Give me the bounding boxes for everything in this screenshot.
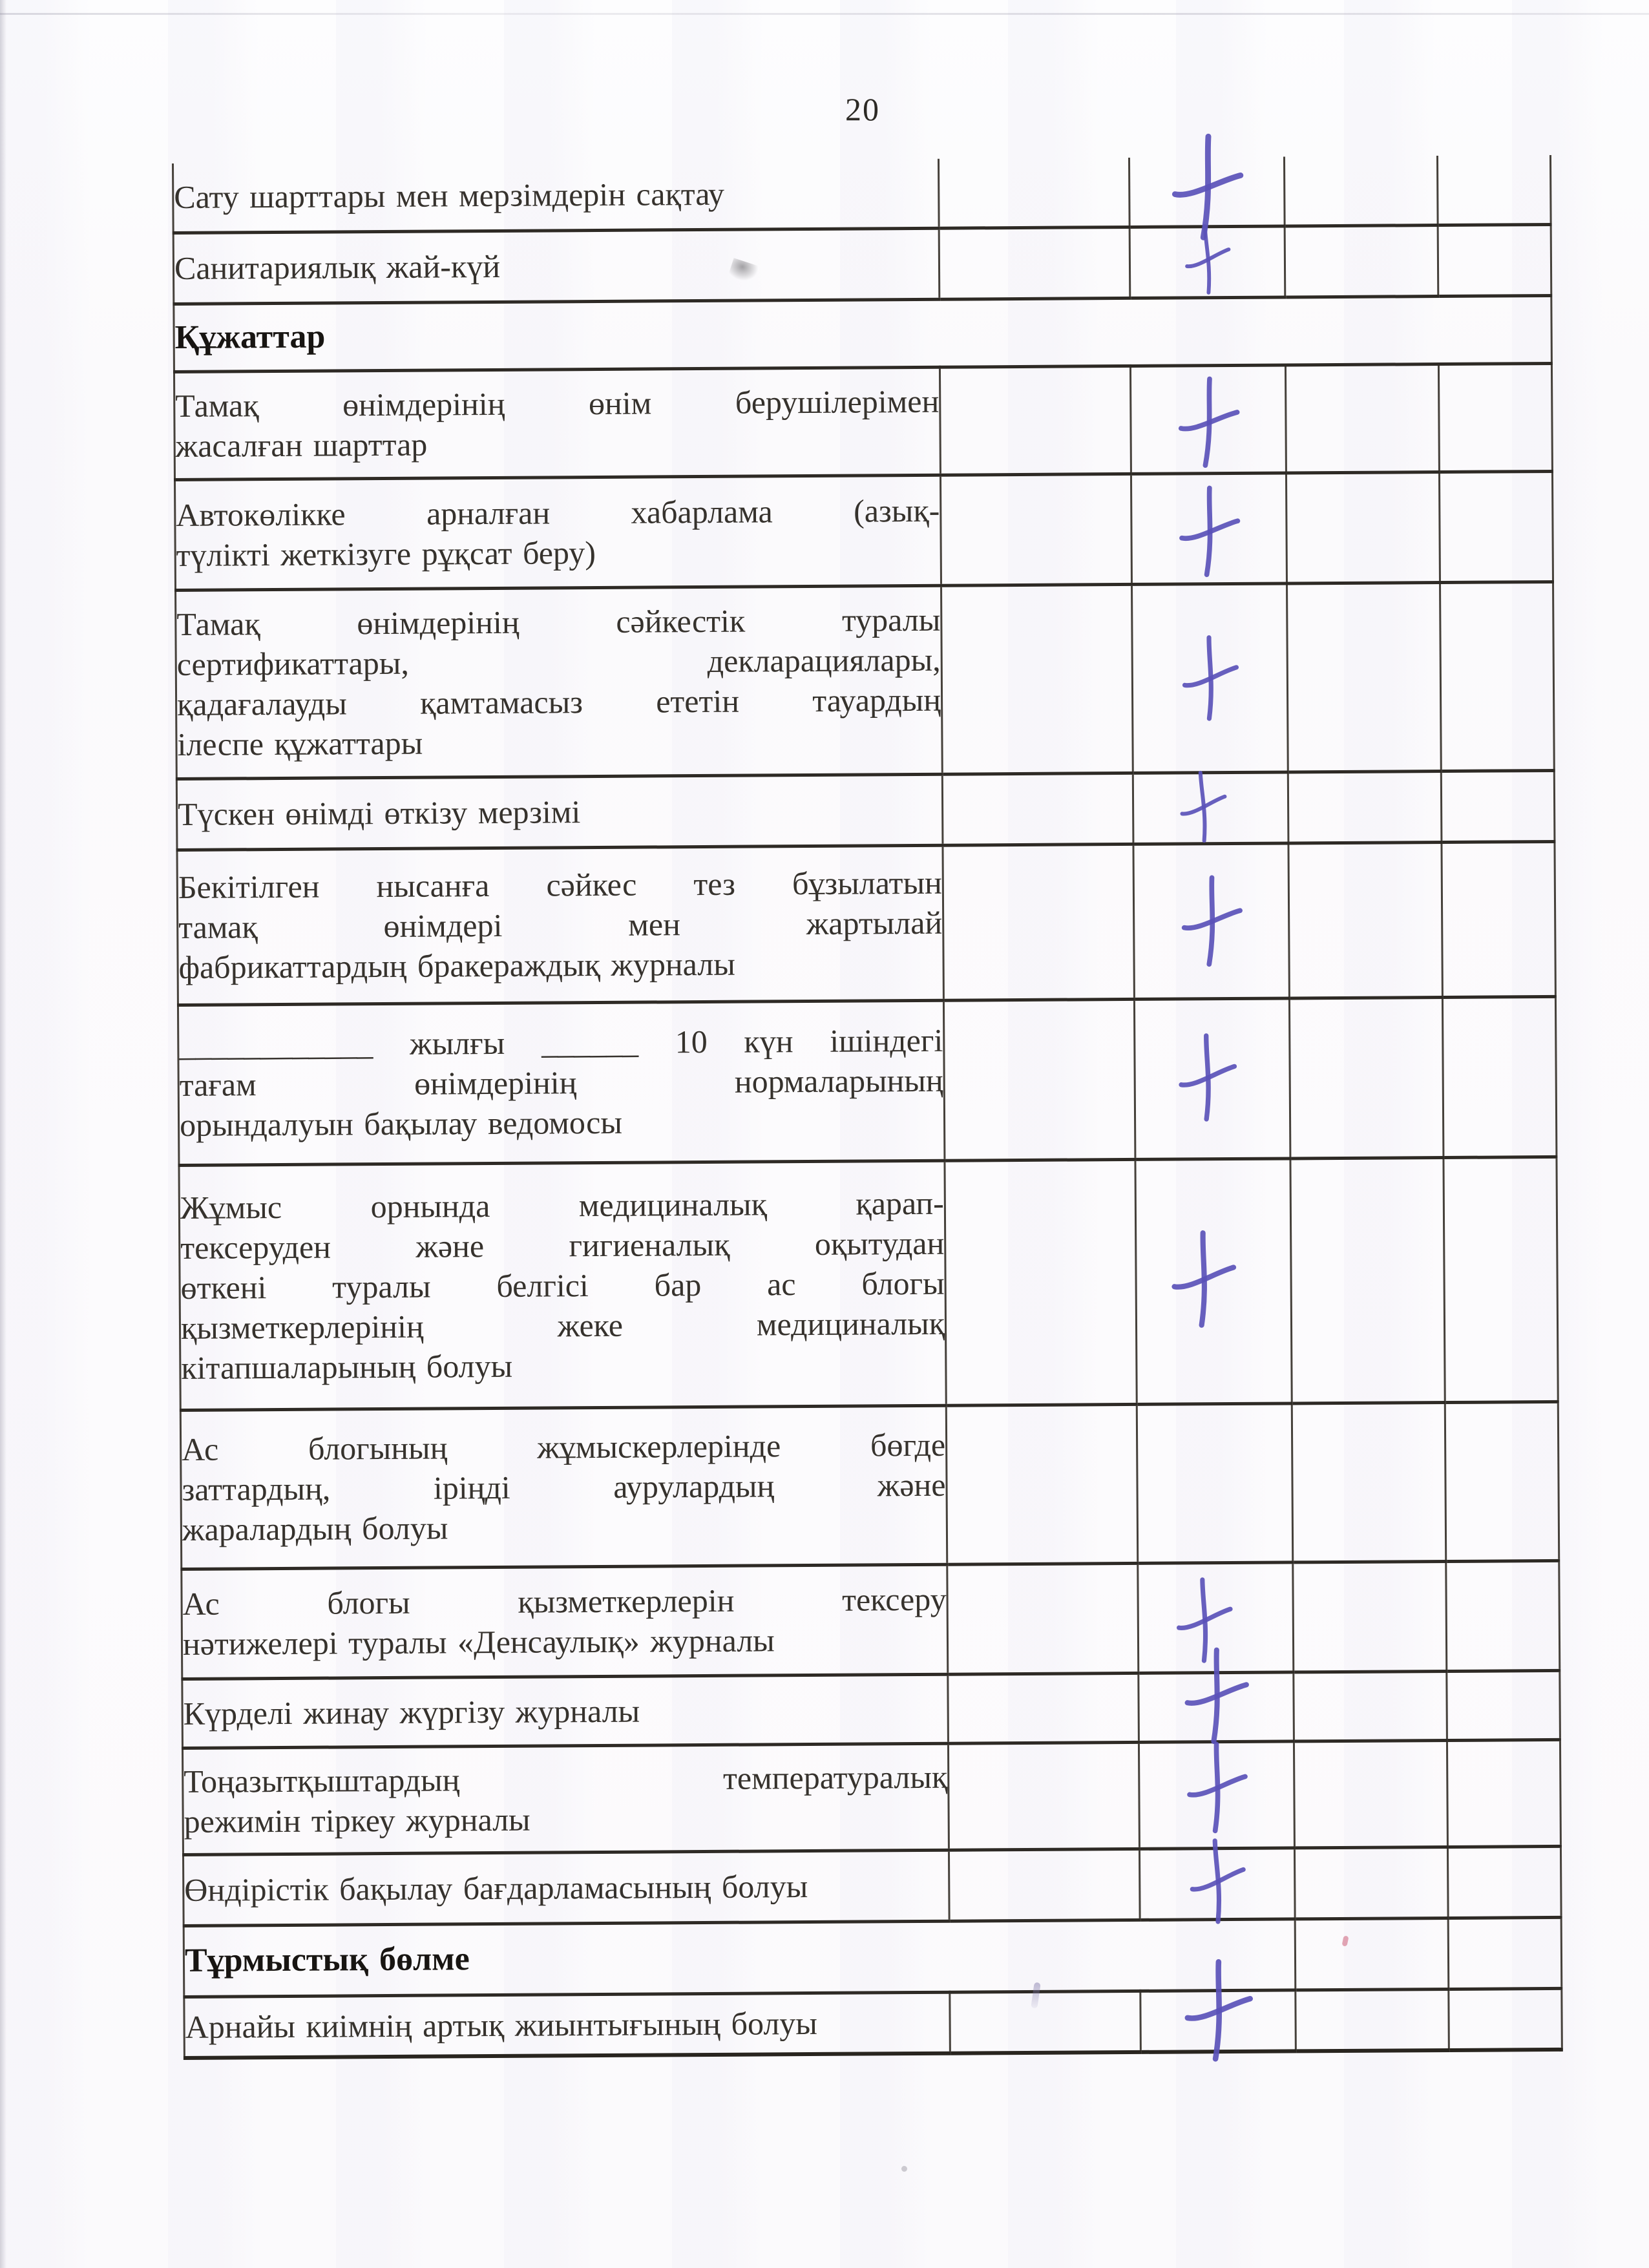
- empty-cell: [943, 844, 1134, 1000]
- plus-mark-icon: [1170, 480, 1247, 582]
- empty-cell: [946, 1404, 1137, 1564]
- table-row: [179, 1157, 1558, 1410]
- empty-cell: [1296, 1989, 1449, 2051]
- label-line: Санитариялық жай-күй: [174, 247, 501, 286]
- row-label: [174, 367, 940, 479]
- plus-mark-icon: [1170, 764, 1236, 848]
- table-row: [178, 996, 1556, 1165]
- check-cell: [1132, 583, 1288, 772]
- label-line: түлікті жеткізуге рұқсат беру): [176, 534, 596, 573]
- check-cell: [1139, 1672, 1294, 1741]
- row-label: [176, 585, 943, 779]
- empty-cell: [1449, 1988, 1562, 2050]
- empty-cell: [1446, 1560, 1560, 1671]
- empty-cell: [943, 999, 1135, 1160]
- empty-cell: [942, 773, 1133, 845]
- empty-cell: [1284, 156, 1438, 226]
- row-label: [173, 159, 939, 233]
- label-line: тағам өнімдерінің нормаларының: [179, 1062, 943, 1103]
- section-label: [184, 1918, 1296, 1997]
- section-label: [174, 295, 1552, 372]
- empty-cell: [1285, 364, 1439, 472]
- table-row: [173, 224, 1551, 304]
- empty-cell: [1288, 771, 1442, 843]
- label-line: Түскен өнімді өткізу мерзімі: [177, 793, 581, 832]
- page-edge-line: [0, 13, 1649, 15]
- label-line: заттардың, іріңді аурулардың және: [182, 1466, 946, 1507]
- check-cell: [1137, 1403, 1292, 1562]
- empty-cell: [1438, 363, 1552, 472]
- check-cell: [1129, 226, 1285, 297]
- plus-mark-icon: [1173, 870, 1250, 972]
- empty-cell: [948, 1673, 1139, 1743]
- table-row: [173, 155, 1551, 233]
- check-cell: [1130, 364, 1286, 473]
- empty-cell: [1440, 582, 1554, 771]
- label-line: кітапшаларының болуы: [181, 1347, 513, 1386]
- label-line: Өндірістік бақылау бағдарламасының болуы: [184, 1868, 808, 1908]
- row-label: [180, 1405, 947, 1569]
- plus-mark-icon: [1175, 218, 1240, 300]
- label-line: Бекітілген нысанға сәйкес тез бұзылатын: [178, 864, 942, 905]
- check-cell: [1133, 772, 1288, 843]
- label-line: өткені туралы белгісі бар ас блогы: [180, 1265, 945, 1306]
- empty-cell: [1294, 1671, 1447, 1741]
- empty-cell: [948, 1742, 1139, 1850]
- label-line: тексеруден және гигиеналық оқытудан: [180, 1224, 945, 1266]
- empty-cell: [1442, 996, 1557, 1157]
- empty-cell: [1447, 1739, 1560, 1847]
- empty-cell: [1442, 841, 1555, 997]
- table-row: [182, 1560, 1560, 1679]
- table-row: [176, 582, 1555, 779]
- table-row: [174, 363, 1552, 479]
- row-label: [184, 1992, 951, 2058]
- section-row: [174, 295, 1552, 372]
- table-row: [184, 1988, 1562, 2058]
- empty-cell: [945, 1159, 1137, 1405]
- check-cell: [1140, 1990, 1296, 2052]
- label-line: ілеспе құжаттары: [177, 724, 423, 762]
- empty-cell: [1293, 1561, 1447, 1672]
- row-label: [173, 228, 940, 304]
- section-row: [184, 1917, 1562, 1997]
- label-line: Автокөлікке арналған хабарлама (азық-: [176, 492, 940, 533]
- label-line: ____________ жылғы ______ 10 күн ішіндегі: [179, 1022, 943, 1063]
- empty-cell: [1438, 224, 1551, 296]
- empty-cell: [940, 366, 1131, 475]
- label-line: режимін тіркеу журналы: [184, 1801, 530, 1840]
- table-row: [182, 1739, 1560, 1854]
- label-line: жаралардың болуы: [182, 1509, 448, 1548]
- label-line: Жұмыс орнында медициналық қарап-: [180, 1184, 945, 1226]
- check-cell: [1134, 998, 1290, 1159]
- label-line: Құжаттар: [174, 318, 326, 356]
- label-line: Күрделі жинау жүргізу журналы: [183, 1692, 640, 1732]
- label-line: Тамақ өнімдерінің өнім берушілерімен: [175, 383, 940, 424]
- empty-cell: [949, 1849, 1140, 1921]
- label-line: нәтижелері туралы «Денсаулық» журналы: [182, 1622, 775, 1662]
- label-line: орындалуын бақылау ведомосы: [179, 1104, 623, 1143]
- empty-cell: [1285, 225, 1438, 297]
- row-label: [179, 1160, 946, 1410]
- empty-cell: [1294, 1847, 1448, 1918]
- empty-cell: [1441, 770, 1555, 842]
- row-label: [183, 1850, 949, 1926]
- check-cell: [1131, 472, 1287, 583]
- row-label: [182, 1564, 948, 1679]
- empty-cell: [1286, 472, 1440, 583]
- empty-cell: [950, 1991, 1141, 2053]
- empty-cell: [1288, 842, 1442, 998]
- label-line: Ас блогының жұмыскерлерінде бөгде: [181, 1426, 946, 1467]
- table-row: [177, 841, 1555, 1005]
- label-line: Сату шарттары мен мерзімдерін сақтау: [174, 176, 725, 216]
- table-row: [174, 471, 1553, 590]
- row-label: [182, 1743, 949, 1854]
- empty-cell: [947, 1563, 1139, 1674]
- check-cell: [1138, 1562, 1294, 1672]
- page-edge-shadow: [0, 0, 6, 2268]
- empty-cell: [1290, 1157, 1445, 1403]
- table-row: [182, 1670, 1560, 1748]
- empty-cell: [1448, 1917, 1562, 1989]
- empty-cell: [1294, 1740, 1447, 1847]
- empty-cell: [1447, 1846, 1561, 1918]
- empty-cell: [941, 584, 1133, 774]
- row-label: [182, 1674, 949, 1748]
- empty-cell: [940, 474, 1131, 585]
- check-cell: [1139, 1847, 1295, 1919]
- plus-mark-icon: [1177, 1736, 1256, 1838]
- label-line: Ас блогы қызметкерлерін тексеру: [182, 1580, 947, 1622]
- plus-mark-icon: [1171, 372, 1246, 472]
- plus-mark-icon: [1172, 629, 1247, 726]
- empty-cell: [1295, 1918, 1449, 1990]
- table-row: [183, 1846, 1561, 1926]
- page-number: 20: [845, 91, 880, 127]
- label-line: сертификаттары, декларациялары,: [176, 641, 941, 682]
- plus-mark-icon: [1168, 1027, 1245, 1128]
- plus-mark-icon: [1161, 1224, 1245, 1334]
- label-line: қадағалауды қамтамасыз ететін тауардың: [176, 681, 941, 722]
- empty-cell: [1444, 1157, 1558, 1402]
- check-cell: [1135, 1158, 1292, 1403]
- empty-cell: [938, 158, 1129, 228]
- plus-mark-icon: [1166, 1571, 1242, 1669]
- row-label: [178, 1000, 944, 1165]
- empty-cell: [1292, 1402, 1445, 1562]
- check-cell: [1129, 156, 1285, 226]
- label-line: Арнайы киімнің артық жиынтығының болуы: [185, 2005, 818, 2046]
- inspection-checklist-table: [172, 155, 1563, 2060]
- check-cell: [1139, 1741, 1294, 1848]
- label-line: Тұрмыстық бөлме: [184, 1940, 470, 1979]
- row-label: [174, 475, 941, 590]
- label-line: қызметкерлерінің жеке медициналық: [180, 1305, 945, 1346]
- label-line: Тамақ өнімдерінің сәйкестік туралы: [176, 601, 941, 642]
- empty-cell: [1439, 471, 1553, 582]
- row-label: [176, 774, 943, 850]
- table-row: [180, 1402, 1559, 1569]
- check-cell: [1133, 843, 1289, 998]
- label-line: тамақ өнімдері мен жартылай: [178, 904, 943, 945]
- empty-cell: [1287, 582, 1441, 772]
- table-row: [176, 770, 1555, 850]
- label-line: фабрикаттардың бракераждық журналы: [178, 945, 736, 985]
- row-label: [177, 845, 943, 1005]
- scan-speck: [901, 2166, 907, 2172]
- empty-cell: [1447, 1670, 1560, 1740]
- empty-cell: [1445, 1402, 1559, 1561]
- empty-cell: [1437, 155, 1551, 225]
- empty-cell: [1289, 997, 1444, 1158]
- label-line: Тоңазытқыштардың температуралық: [184, 1758, 948, 1800]
- label-line: жасалған шарттар: [175, 426, 428, 464]
- empty-cell: [939, 227, 1130, 299]
